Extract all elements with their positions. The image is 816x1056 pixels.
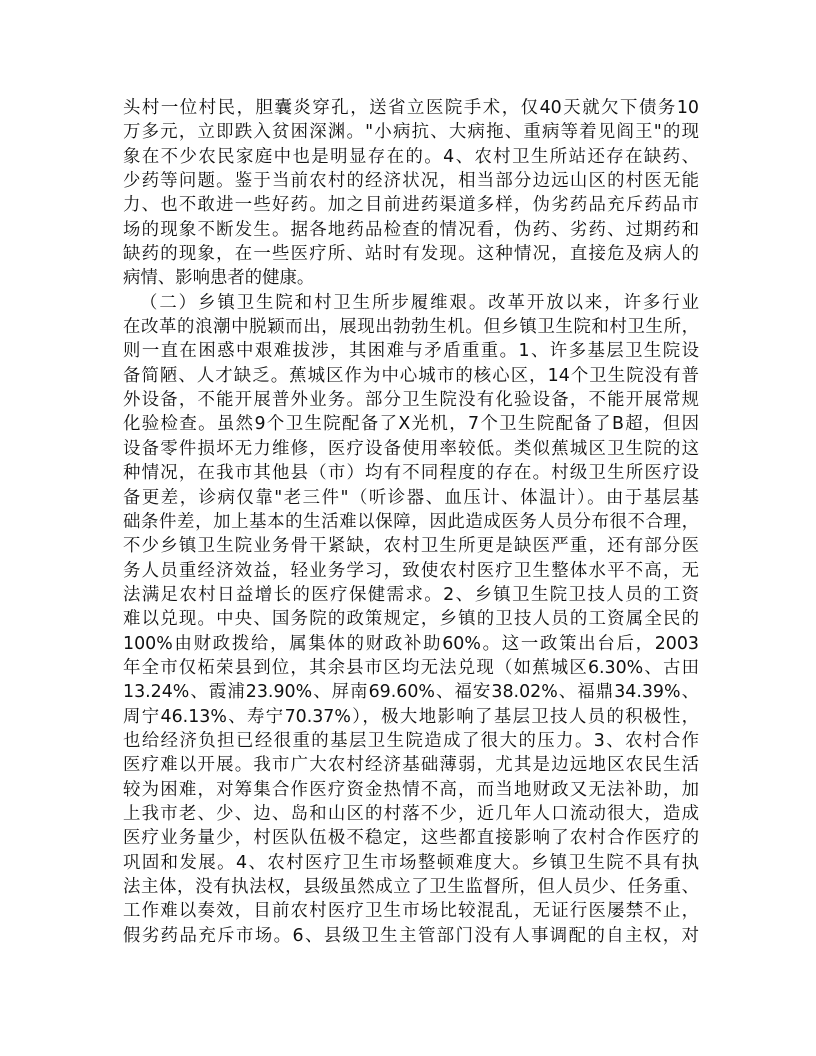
text-line: 假劣药品充斥市场。6、县级卫生主管部门没有人事调配的自主权，对 xyxy=(123,925,699,946)
text-line: 工作难以奏效，目前农村医疗卫生市场比较混乱，无证行医屡禁不止， xyxy=(123,901,699,922)
text-line: 外设备，不能开展普外业务。部分卫生院没有化验设备，不能开展常规 xyxy=(123,390,699,411)
text-line: 万多元，立即跌入贫困深渊。"小病抗、大病拖、重病等着见阎王"的现 xyxy=(123,122,699,143)
text-line: 则一直在困惑中艰难拔涉，其困难与矛盾重重。1、许多基层卫生院设 xyxy=(123,341,699,362)
text-line: 医疗难以开展。我市广大农村经济基础薄弱，尤其是边远地区农民生活 xyxy=(123,755,699,776)
text-line: 备简陋、人才缺乏。蕉城区作为中心城市的核心区，14个卫生院没有普 xyxy=(123,365,699,386)
text-line: 巩固和发展。4、农村医疗卫生市场整顿难度大。乡镇卫生院不具有执 xyxy=(123,852,699,873)
text-line: 也给经济负担已经很重的基层卫生院造成了很大的压力。3、农村合作 xyxy=(123,730,699,751)
text-line: 在改革的浪潮中脱颖而出，展现出勃勃生机。但乡镇卫生院和村卫生所， xyxy=(123,317,699,338)
text-line: 种情况，在我市其他县（市）均有不同程度的存在。村级卫生所医疗设 xyxy=(123,463,699,484)
text-line: 难以兑现。中央、国务院的政策规定，乡镇的卫技人员的工资属全民的 xyxy=(123,609,699,630)
text-line-indented: （二）乡镇卫生院和村卫生所步履维艰。改革开放以来，许多行业 xyxy=(140,292,699,313)
text-line: 法满足农村日益增长的医疗保健需求。2、乡镇卫生院卫技人员的工资 xyxy=(123,584,699,605)
text-line: 力、也不敢进一些好药。加之目前进药渠道多样，伪劣药品充斥药品市 xyxy=(123,195,699,216)
text-line: 少药等问题。鉴于当前农村的经济状况，相当部分边远山区的村医无能 xyxy=(123,171,699,192)
text-line: 备更差，诊病仅靠"老三件"（听诊器、血压计、体温计）。由于基层基 xyxy=(123,487,699,508)
text-line: 设备零件损坏无力维修，医疗设备使用率较低。类似蕉城区卫生院的这 xyxy=(123,438,699,459)
text-line: 场的现象不断发生。据各地药品检查的情况看，伪药、劣药、过期药和 xyxy=(123,219,699,240)
text-line: 较为困难，对筹集合作医疗资金热情不高，而当地财政又无法补助，加 xyxy=(123,779,699,800)
text-line: 100%由财政拨给，属集体的财政补助60%。这一政策出台后，2003 xyxy=(123,633,699,654)
text-line: 象在不少农民家庭中也是明显存在的。4、农村卫生所站还存在缺药、 xyxy=(123,146,699,167)
text-line: 缺药的现象，在一些医疗所、站时有发现。这种情况，直接危及病人的 xyxy=(123,244,699,265)
text-line: 年全市仅柘荣县到位，其余县市区均无法兑现（如蕉城区6.30%、古田 xyxy=(123,657,699,678)
text-line: 化验检查。虽然9个卫生院配备了X光机，7个卫生院配备了B超，但因 xyxy=(123,414,699,435)
text-line: 上我市老、少、边、岛和山区的村落不少，近几年人口流动很大，造成 xyxy=(123,803,699,824)
text-line: 法主体，没有执法权，县级虽然成立了卫生监督所，但人员少、任务重、 xyxy=(123,877,699,897)
text-line: 医疗业务量少，村医队伍极不稳定，这些都直接影响了农村合作医疗的 xyxy=(123,828,699,849)
text-line: 周宁46.13%、寿宁70.37%），极大地影响了基层卫技人员的积极性， xyxy=(123,706,699,727)
text-line: 础条件差，加上基本的生活难以保障，因此造成医务人员分布很不合理， xyxy=(123,511,699,532)
text-line: 不少乡镇卫生院业务骨干紧缺，农村卫生所更是缺医严重，还有部分医 xyxy=(123,536,699,557)
paragraph-2 xyxy=(123,291,699,948)
text-line: 13.24%、霞浦23.90%、屏南69.60%、福安38.02%、福鼎34.39%、 xyxy=(123,682,699,703)
text-line: 头村一位村民，胆囊炎穿孔，送省立医院手术，仅40天就欠下债务10 xyxy=(123,98,699,118)
text-line: 病情、影响患者的健康。 xyxy=(123,268,315,289)
paragraph-1 xyxy=(123,96,699,291)
text-line: 务人员重经济效益，轻业务学习，致使农村医疗卫生整体水平不高，无 xyxy=(123,560,699,581)
document-body xyxy=(123,96,699,948)
